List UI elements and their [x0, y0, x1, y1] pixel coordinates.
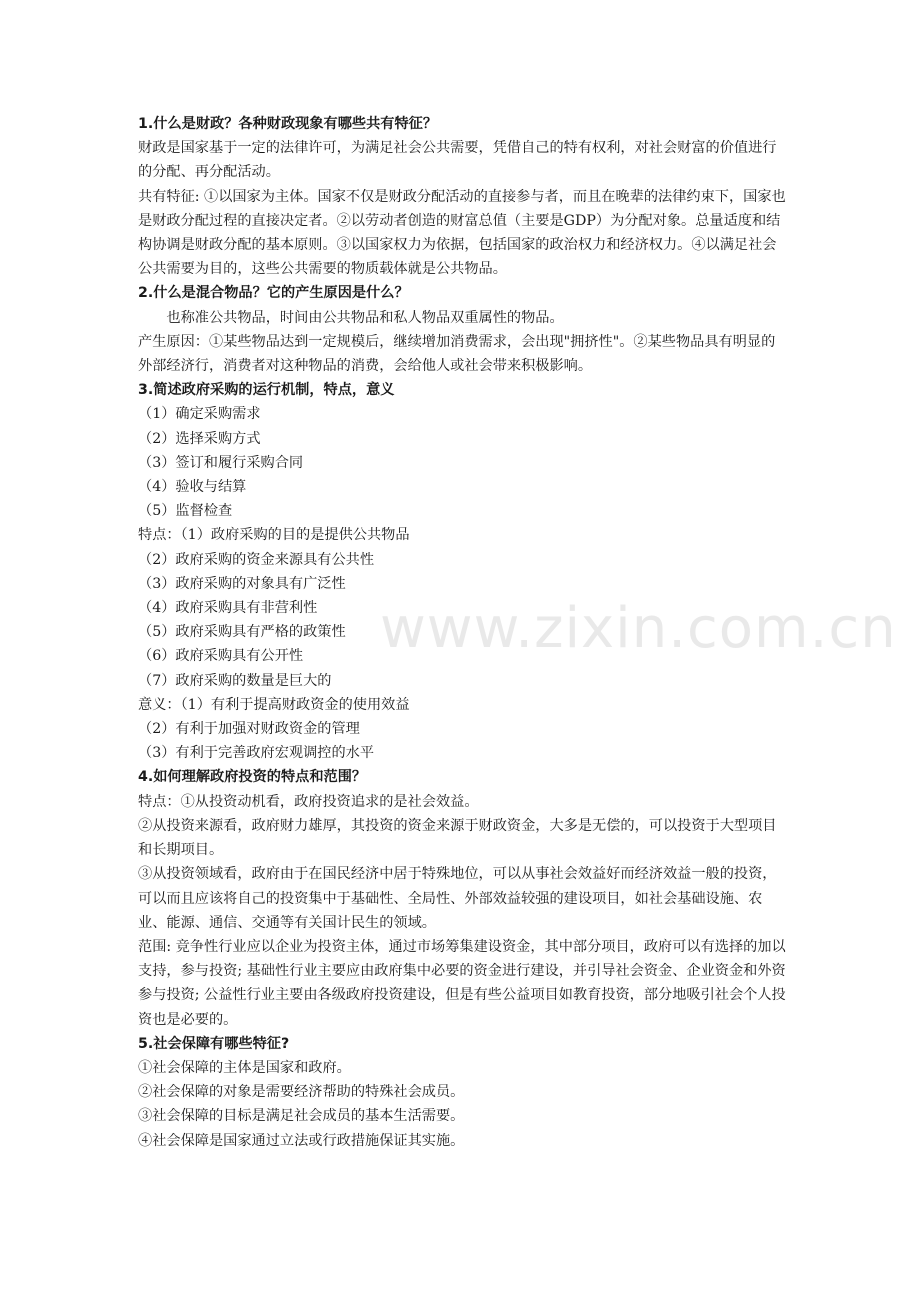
q5-item: ③社会保障的目标是满足社会成员的基本生活需要。 [138, 1108, 465, 1125]
q3-mechanism-item: （1）确定采购需求 [138, 406, 261, 423]
q3-significance-first-line [138, 693, 788, 717]
q1-features: 共有特征: ①以国家为主体。国家不仅是财政分配活动的直接参与者，而且在晚辈的法律约束下，国家也是财政分配过程的直接决定者。②以劳动者创造的财富总值（主要是GDP）为分配对象。总量适度和结构协调是财政分配的基本原则。③以国家权力为依据，包括国家的政治权力和经济权力。④以满足社会公共需要为目的，这些公共需要的物质载体就是公共物品。 [138, 188, 786, 278]
q3-significance-item: （1）有利于提高财政资金的使用效益 [180, 696, 410, 713]
q5-item: ①社会保障的主体是国家和政府。 [138, 1059, 351, 1076]
q2-definition: 也称准公共物品，时间由公共物品和私人物品双重属性的物品。 [166, 309, 564, 326]
q1-definition: 财政是国家基于一定的法律许可，为满足社会公共需要，凭借自己的特有权利，对社会财富的价值进行的分配、再分配活动。 [138, 140, 777, 181]
q3-significance-item: （2）有利于加强对财政资金的管理 [138, 721, 360, 738]
question-1-heading: 1.什么是财政？各种财政现象有哪些共有特征？ [138, 116, 438, 132]
q3-mechanism-item: （2）选择采购方式 [138, 430, 261, 447]
q3-significance-item: （3）有利于完善政府宏观调控的水平 [138, 745, 375, 762]
q3-feature-item: （7）政府采购的数量是巨大的 [138, 672, 332, 689]
q4-paragraph: 范围: 竞争性行业应以企业为投资主体，通过市场筹集建设资金，其中部分项目，政府可以有选择的加以支持，参与投资; 基础性行业主要应由政府集中必要的资金进行建设，并引导社会资金、企业资金和外资参与投资; 公益性行业主要由各级政府投资建设，但是有些公益项目如教育投资，部分地吸引社会个人投资也是必要的。 [138, 938, 786, 1028]
q3-features-label: 特点： [138, 527, 181, 544]
question-4-heading: 4.如何理解政府投资的特点和范围？ [138, 769, 367, 786]
q5-item: ②社会保障的对象是需要经济帮助的特殊社会成员。 [138, 1084, 465, 1101]
watermark: www.zixin.com.cn [380, 596, 897, 661]
question-5-heading: 5.社会保障有哪些特征? [138, 1035, 290, 1052]
question-2-heading: 2.什么是混合物品？它的产生原因是什么？ [138, 285, 409, 302]
q3-feature-item: （4）政府采购具有非营利性 [138, 600, 318, 617]
q3-significance-label: 意义： [138, 696, 181, 713]
q4-paragraph: ③从投资领域看，政府由于在国民经济中居于特殊地位，可以从事社会效益好而经济效益一般的投资，可以而且应该将自己的投资集中于基础性、全局性、外部效益较强的建设项目，如社会基础设施、农业、能源、通信、交通等有关国计民生的领域。 [138, 866, 777, 931]
q3-features-first-line [138, 523, 788, 547]
q3-mechanism-item: （5）监督检查 [138, 503, 233, 520]
q4-paragraph: ②从投资来源看，政府财力雄厚，其投资的资金来源于财政资金，大多是无偿的，可以投资于大型项目和长期项目。 [138, 817, 777, 859]
q3-mechanism-item: （3）签订和履行采购合同 [138, 454, 304, 471]
q3-feature-item: （6）政府采购具有公开性 [138, 648, 304, 665]
q3-feature-item: （2）政府采购的资金来源具有公共性 [138, 551, 375, 568]
document-body [138, 112, 788, 1153]
q4-paragraph: 特点：①从投资动机看，政府投资追求的是社会效益。 [138, 793, 479, 810]
q3-feature-item: （1）政府采购的目的是提供公共物品 [180, 527, 410, 544]
question-3-heading: 3.简述政府采购的运行机制，特点，意义 [138, 382, 395, 399]
q2-causes: 产生原因：①某些物品达到一定规模后，继续增加消费需求，会出现"拥挤性"。②某些物品具有明显的外部经济行，消费者对这种物品的消费，会给他人或社会带来积极影响。 [138, 333, 776, 375]
q3-feature-item: （3）政府采购的对象具有广泛性 [138, 575, 346, 592]
q3-mechanism-item: （4）验收与结算 [138, 479, 247, 496]
q3-feature-item: （5）政府采购具有严格的政策性 [138, 624, 346, 641]
q5-item: ④社会保障是国家通过立法或行政措施保证其实施。 [138, 1132, 465, 1149]
